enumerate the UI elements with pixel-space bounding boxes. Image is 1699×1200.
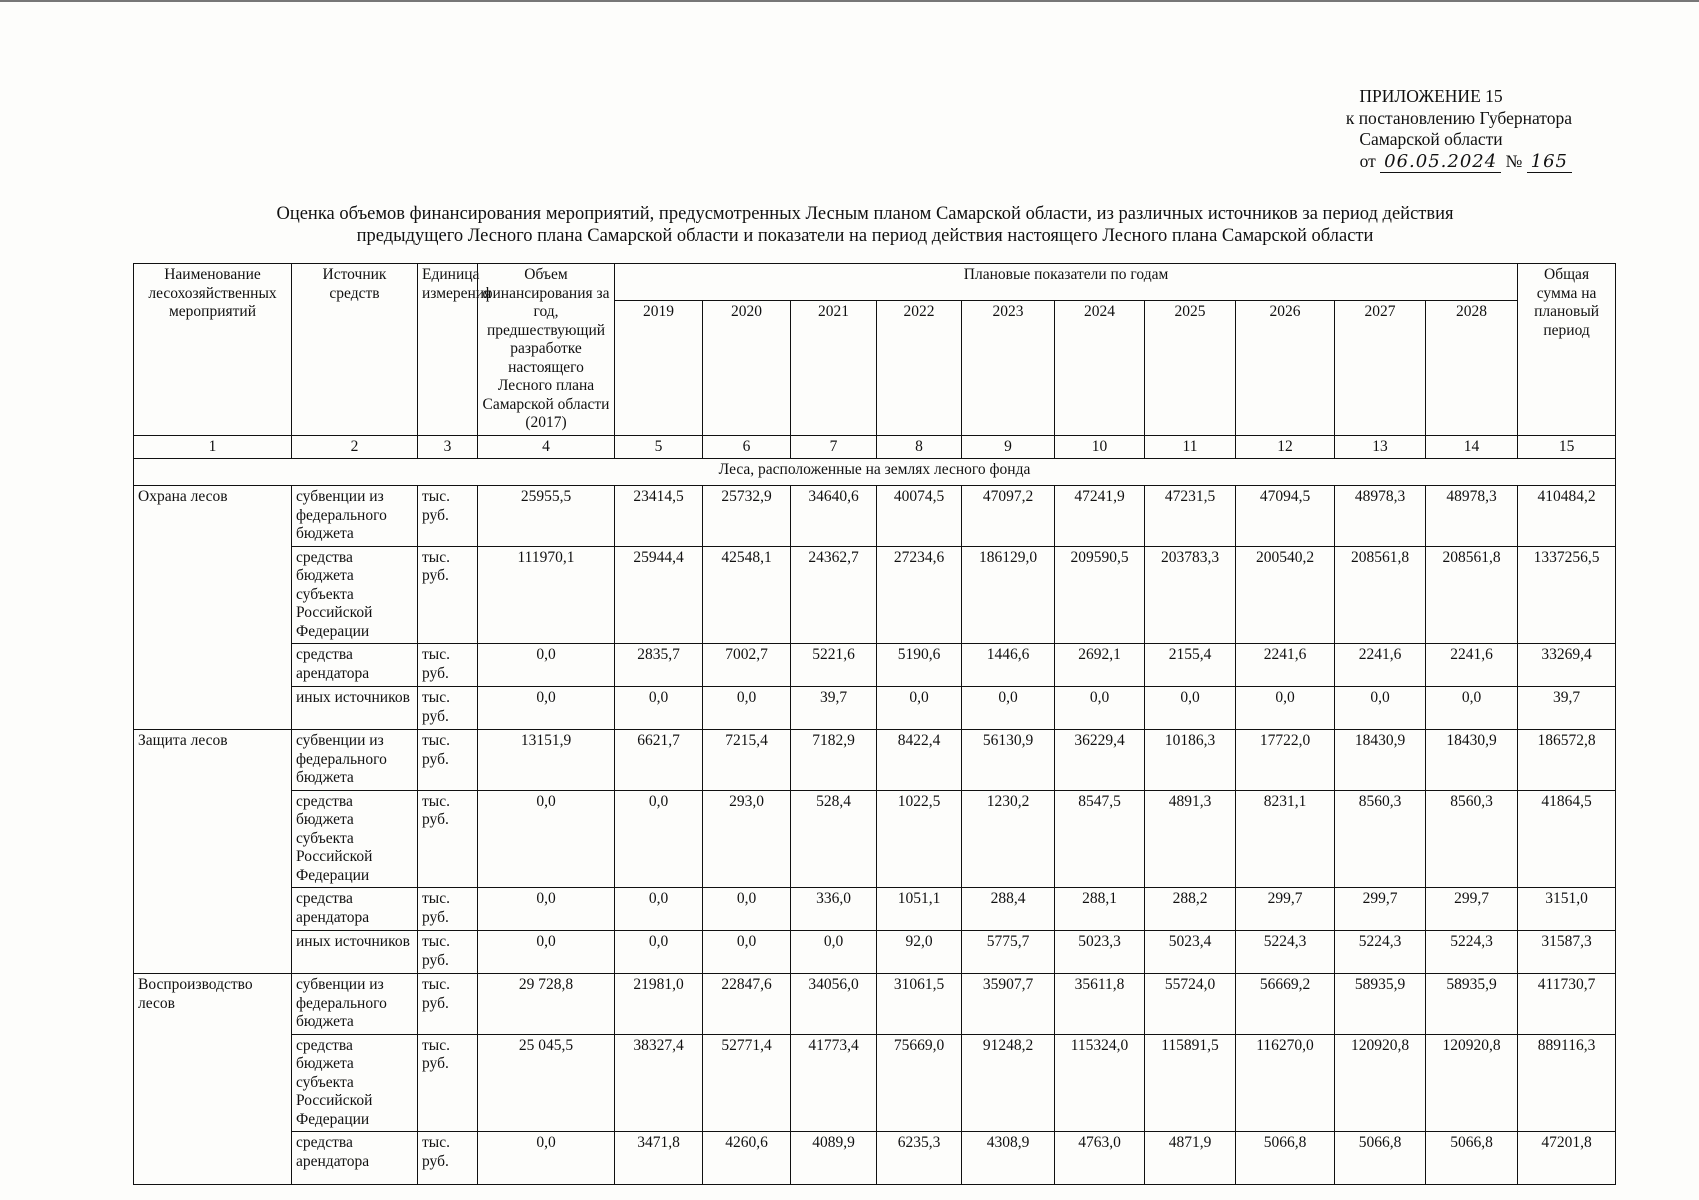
year-value-cell: 24362,7 (791, 546, 877, 644)
header-year-2019: 2019 (615, 301, 703, 436)
base-value-cell: 25 045,5 (478, 1034, 615, 1132)
year-value-cell: 6621,7 (615, 730, 703, 791)
year-value-cell: 5023,4 (1145, 931, 1236, 974)
handwritten-number: 165 (1527, 151, 1572, 174)
total-cell: 33269,4 (1518, 644, 1616, 687)
year-value-cell: 8422,4 (877, 730, 962, 791)
year-value-cell: 0,0 (1055, 687, 1145, 730)
table-row (134, 546, 1616, 644)
table-row (134, 687, 1616, 730)
column-number: 3 (418, 435, 478, 459)
column-number: 12 (1236, 435, 1335, 459)
year-value-cell: 91248,2 (962, 1034, 1055, 1132)
total-cell: 39,7 (1518, 687, 1616, 730)
year-value-cell: 0,0 (703, 931, 791, 974)
table-row (134, 730, 1616, 791)
appendix-date-line (1312, 151, 1572, 174)
table-body (134, 486, 1616, 1185)
base-value-cell: 0,0 (478, 790, 615, 888)
year-value-cell: 288,1 (1055, 888, 1145, 931)
header-year-2022: 2022 (877, 301, 962, 436)
year-value-cell: 0,0 (962, 687, 1055, 730)
year-value-cell: 10186,3 (1145, 730, 1236, 791)
year-value-cell: 35907,7 (962, 974, 1055, 1035)
year-value-cell: 4763,0 (1055, 1132, 1145, 1185)
year-value-cell: 56130,9 (962, 730, 1055, 791)
source-cell: средства бюджета субъекта Российской Федерации (292, 790, 418, 888)
appendix-label: ПРИЛОЖЕНИЕ 15 (1359, 86, 1503, 106)
year-value-cell: 2241,6 (1236, 644, 1335, 687)
column-number: 13 (1335, 435, 1426, 459)
total-cell: 31587,3 (1518, 931, 1616, 974)
total-cell: 411730,7 (1518, 974, 1616, 1035)
title-line-2: предыдущего Лесного плана Самарской области и показатели на период действия настоящего Лесного плана Самарской области (356, 226, 1374, 246)
year-value-cell: 48978,3 (1426, 486, 1518, 547)
header-year-2025: 2025 (1145, 301, 1236, 436)
table-row (134, 888, 1616, 931)
year-value-cell: 6235,3 (877, 1132, 962, 1185)
activity-name: Защита лесов (134, 730, 292, 974)
year-value-cell: 5066,8 (1335, 1132, 1426, 1185)
unit-cell: тыс. руб. (418, 687, 478, 730)
column-number: 6 (703, 435, 791, 459)
year-value-cell: 2692,1 (1055, 644, 1145, 687)
year-value-cell: 1446,6 (962, 644, 1055, 687)
year-value-cell: 23414,5 (615, 486, 703, 547)
header-activity: Наименование лесохозяйственных мероприятий (134, 264, 292, 436)
appendix-line-2: Самарской области (1359, 129, 1503, 149)
header-unit: Единица измерения (418, 264, 478, 436)
year-value-cell: 22847,6 (703, 974, 791, 1035)
unit-cell: тыс. руб. (418, 644, 478, 687)
year-value-cell: 0,0 (791, 931, 877, 974)
year-value-cell: 5066,8 (1236, 1132, 1335, 1185)
year-value-cell: 47094,5 (1236, 486, 1335, 547)
table-row (134, 790, 1616, 888)
year-value-cell: 5221,6 (791, 644, 877, 687)
year-value-cell: 4871,9 (1145, 1132, 1236, 1185)
year-value-cell: 40074,5 (877, 486, 962, 547)
year-value-cell: 528,4 (791, 790, 877, 888)
year-value-cell: 5023,3 (1055, 931, 1145, 974)
base-value-cell: 25955,5 (478, 486, 615, 547)
year-value-cell: 5066,8 (1426, 1132, 1518, 1185)
source-cell: субвенции из федерального бюджета (292, 486, 418, 547)
header-year-2026: 2026 (1236, 301, 1335, 436)
year-value-cell: 47241,9 (1055, 486, 1145, 547)
year-value-cell: 0,0 (1426, 687, 1518, 730)
table-row (134, 644, 1616, 687)
source-cell: субвенции из федерального бюджета (292, 730, 418, 791)
year-value-cell: 52771,4 (703, 1034, 791, 1132)
year-value-cell: 3471,8 (615, 1132, 703, 1185)
total-cell: 410484,2 (1518, 486, 1616, 547)
source-cell: средства арендатора (292, 1132, 418, 1185)
from-prefix: от (1359, 150, 1376, 171)
total-cell: 186572,8 (1518, 730, 1616, 791)
header-year-2023: 2023 (962, 301, 1055, 436)
year-value-cell: 288,2 (1145, 888, 1236, 931)
year-value-cell: 47097,2 (962, 486, 1055, 547)
header-planned: Плановые показатели по годам (615, 264, 1518, 301)
unit-cell: тыс. руб. (418, 931, 478, 974)
year-value-cell: 7182,9 (791, 730, 877, 791)
header-year-2028: 2028 (1426, 301, 1518, 436)
unit-cell: тыс. руб. (418, 730, 478, 791)
year-value-cell: 336,0 (791, 888, 877, 931)
column-number: 7 (791, 435, 877, 459)
source-cell: субвенции из федерального бюджета (292, 974, 418, 1035)
base-value-cell: 29 728,8 (478, 974, 615, 1035)
year-value-cell: 0,0 (615, 888, 703, 931)
header-year-2027: 2027 (1335, 301, 1426, 436)
year-value-cell: 0,0 (1236, 687, 1335, 730)
appendix-line-1: к постановлению Губернатора (1345, 107, 1572, 128)
year-value-cell: 120920,8 (1426, 1034, 1518, 1132)
year-value-cell: 36229,4 (1055, 730, 1145, 791)
year-value-cell: 120920,8 (1335, 1034, 1426, 1132)
source-cell: иных источников (292, 931, 418, 974)
year-value-cell: 2241,6 (1335, 644, 1426, 687)
year-value-cell: 288,4 (962, 888, 1055, 931)
base-value-cell: 0,0 (478, 644, 615, 687)
year-value-cell: 299,7 (1236, 888, 1335, 931)
year-value-cell: 25732,9 (703, 486, 791, 547)
year-value-cell: 1230,2 (962, 790, 1055, 888)
year-value-cell: 115324,0 (1055, 1034, 1145, 1132)
table-row (134, 931, 1616, 974)
year-value-cell: 8547,5 (1055, 790, 1145, 888)
year-value-cell: 5224,3 (1236, 931, 1335, 974)
header-volume: Объем финансирования за год, предшествующий разработке настоящего Лесного плана Самарской области (2017) (478, 264, 615, 436)
year-value-cell: 4260,6 (703, 1132, 791, 1185)
handwritten-date: 06.05.2024 (1380, 151, 1501, 174)
year-value-cell: 1051,1 (877, 888, 962, 931)
unit-cell: тыс. руб. (418, 1034, 478, 1132)
year-value-cell: 47231,5 (1145, 486, 1236, 547)
year-value-cell: 18430,9 (1426, 730, 1518, 791)
year-value-cell: 299,7 (1335, 888, 1426, 931)
year-value-cell: 18430,9 (1335, 730, 1426, 791)
column-number: 4 (478, 435, 615, 459)
year-value-cell: 208561,8 (1426, 546, 1518, 644)
column-number: 15 (1518, 435, 1616, 459)
year-value-cell: 186129,0 (962, 546, 1055, 644)
year-value-cell: 116270,0 (1236, 1034, 1335, 1132)
year-value-cell: 55724,0 (1145, 974, 1236, 1035)
year-value-cell: 5224,3 (1335, 931, 1426, 974)
total-cell: 41864,5 (1518, 790, 1616, 888)
year-value-cell: 48978,3 (1335, 486, 1426, 547)
source-cell: средства арендатора (292, 644, 418, 687)
year-value-cell: 39,7 (791, 687, 877, 730)
column-number: 9 (962, 435, 1055, 459)
year-value-cell: 0,0 (1335, 687, 1426, 730)
base-value-cell: 0,0 (478, 687, 615, 730)
year-value-cell: 4308,9 (962, 1132, 1055, 1185)
year-value-cell: 31061,5 (877, 974, 962, 1035)
year-value-cell: 0,0 (615, 687, 703, 730)
table-row (134, 1132, 1616, 1185)
column-number: 1 (134, 435, 292, 459)
source-cell: иных источников (292, 687, 418, 730)
year-value-cell: 0,0 (703, 687, 791, 730)
year-value-cell: 38327,4 (615, 1034, 703, 1132)
header-total: Общая сумма на плановый период (1518, 264, 1616, 436)
year-value-cell: 27234,6 (877, 546, 962, 644)
year-value-cell: 17722,0 (1236, 730, 1335, 791)
table-row (134, 974, 1616, 1035)
appendix-block (1312, 86, 1572, 173)
base-value-cell: 111970,1 (478, 546, 615, 644)
year-value-cell: 200540,2 (1236, 546, 1335, 644)
year-value-cell: 35611,8 (1055, 974, 1145, 1035)
column-number: 5 (615, 435, 703, 459)
table-row (134, 1034, 1616, 1132)
year-value-cell: 7002,7 (703, 644, 791, 687)
year-value-cell: 7215,4 (703, 730, 791, 791)
year-value-cell: 5775,7 (962, 931, 1055, 974)
year-value-cell: 5224,3 (1426, 931, 1518, 974)
base-value-cell: 0,0 (478, 888, 615, 931)
total-cell: 3151,0 (1518, 888, 1616, 931)
table-row (134, 486, 1616, 547)
year-value-cell: 34640,6 (791, 486, 877, 547)
year-value-cell: 58935,9 (1335, 974, 1426, 1035)
year-value-cell: 0,0 (615, 931, 703, 974)
year-value-cell: 208561,8 (1335, 546, 1426, 644)
activity-name: Воспроизводство лесов (134, 974, 292, 1185)
year-value-cell: 5190,6 (877, 644, 962, 687)
year-value-cell: 4891,3 (1145, 790, 1236, 888)
base-value-cell: 13151,9 (478, 730, 615, 791)
header-source: Источник средств (292, 264, 418, 436)
header-year-2020: 2020 (703, 301, 791, 436)
column-number: 14 (1426, 435, 1518, 459)
header-year-2021: 2021 (791, 301, 877, 436)
unit-cell: тыс. руб. (418, 1132, 478, 1185)
year-value-cell: 56669,2 (1236, 974, 1335, 1035)
unit-cell: тыс. руб. (418, 888, 478, 931)
document-title (215, 203, 1515, 247)
source-cell: средства бюджета субъекта Российской Федерации (292, 1034, 418, 1132)
year-value-cell: 8560,3 (1335, 790, 1426, 888)
year-value-cell: 42548,1 (703, 546, 791, 644)
unit-cell: тыс. руб. (418, 486, 478, 547)
unit-cell: тыс. руб. (418, 790, 478, 888)
year-value-cell: 203783,3 (1145, 546, 1236, 644)
section-row (134, 459, 1616, 486)
year-value-cell: 0,0 (615, 790, 703, 888)
number-sign: № (1505, 150, 1523, 171)
year-value-cell: 75669,0 (877, 1034, 962, 1132)
header-year-2024: 2024 (1055, 301, 1145, 436)
unit-cell: тыс. руб. (418, 546, 478, 644)
total-cell: 47201,8 (1518, 1132, 1616, 1185)
activity-name: Охрана лесов (134, 486, 292, 730)
year-value-cell: 293,0 (703, 790, 791, 888)
year-value-cell: 115891,5 (1145, 1034, 1236, 1132)
year-value-cell: 1022,5 (877, 790, 962, 888)
source-cell: средства арендатора (292, 888, 418, 931)
title-line-1: Оценка объемов финансирования мероприятий, предусмотренных Лесным планом Самарской области, из различных источников за период действия (276, 204, 1454, 224)
year-value-cell: 41773,4 (791, 1034, 877, 1132)
column-number: 11 (1145, 435, 1236, 459)
column-number: 10 (1055, 435, 1145, 459)
year-value-cell: 8231,1 (1236, 790, 1335, 888)
year-value-cell: 299,7 (1426, 888, 1518, 931)
year-value-cell: 209590,5 (1055, 546, 1145, 644)
year-value-cell: 2155,4 (1145, 644, 1236, 687)
year-value-cell: 2835,7 (615, 644, 703, 687)
year-value-cell: 2241,6 (1426, 644, 1518, 687)
year-value-cell: 0,0 (703, 888, 791, 931)
base-value-cell: 0,0 (478, 931, 615, 974)
total-cell: 1337256,5 (1518, 546, 1616, 644)
year-value-cell: 25944,4 (615, 546, 703, 644)
year-value-cell: 4089,9 (791, 1132, 877, 1185)
year-value-cell: 92,0 (877, 931, 962, 974)
column-number: 2 (292, 435, 418, 459)
year-value-cell: 0,0 (1145, 687, 1236, 730)
column-number: 8 (877, 435, 962, 459)
financing-table (133, 263, 1616, 1185)
section-title: Леса, расположенные на землях лесного фонда (134, 459, 1616, 486)
year-value-cell: 58935,9 (1426, 974, 1518, 1035)
scan-edge-line (0, 0, 1699, 2)
year-value-cell: 34056,0 (791, 974, 877, 1035)
year-value-cell: 21981,0 (615, 974, 703, 1035)
base-value-cell: 0,0 (478, 1132, 615, 1185)
year-value-cell: 8560,3 (1426, 790, 1518, 888)
column-number-row (134, 435, 1616, 459)
total-cell: 889116,3 (1518, 1034, 1616, 1132)
header-row-1 (134, 264, 1616, 301)
unit-cell: тыс. руб. (418, 974, 478, 1035)
year-value-cell: 0,0 (877, 687, 962, 730)
source-cell: средства бюджета субъекта Российской Федерации (292, 546, 418, 644)
